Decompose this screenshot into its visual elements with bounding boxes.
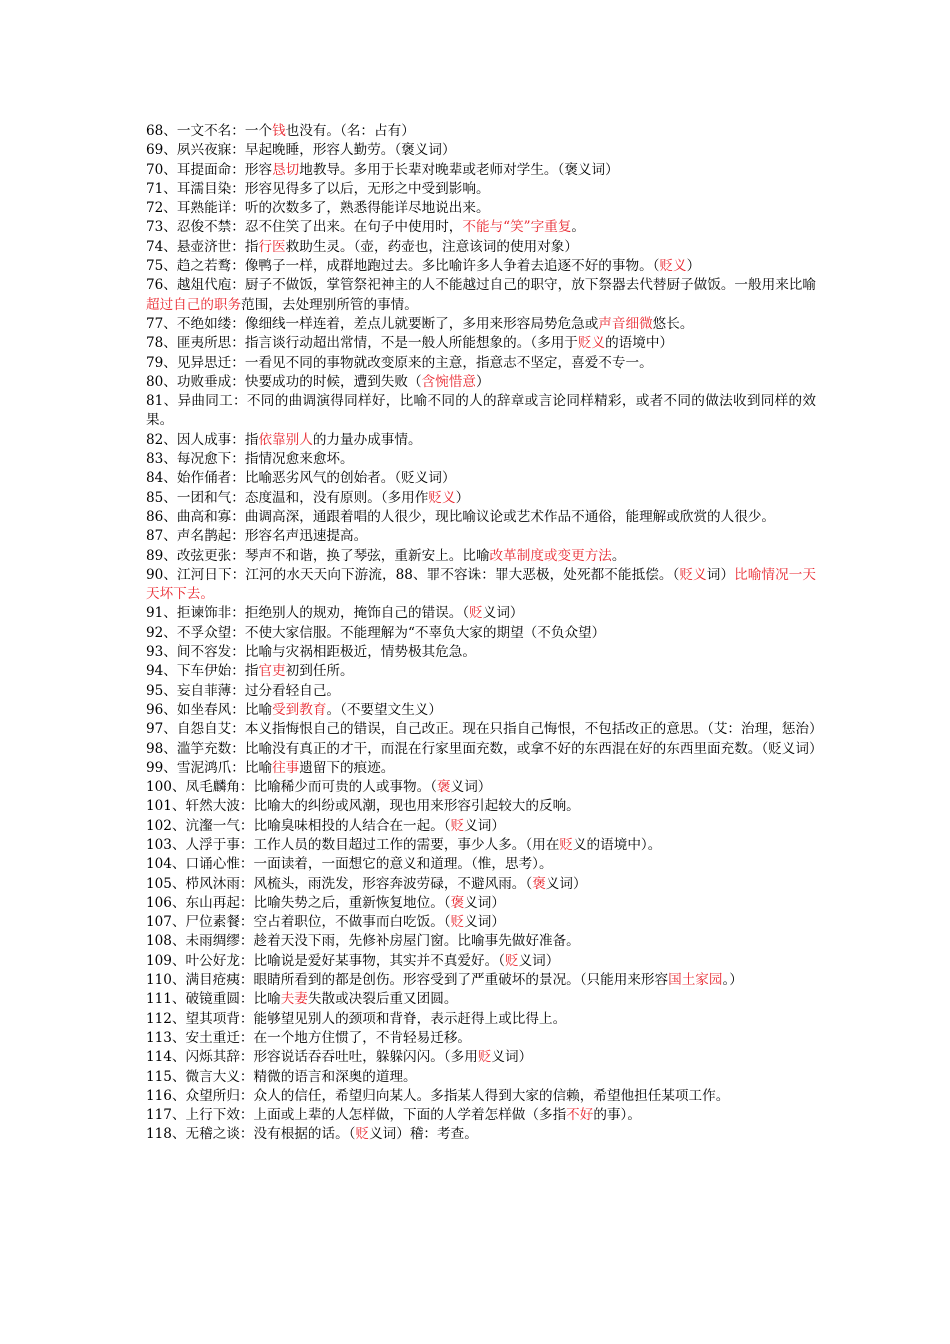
- entry-text: 104、口诵心惟：一面读着，一面想它的意义和道理。（惟，思考）。: [146, 856, 553, 873]
- entry-text: 义词）: [464, 817, 505, 834]
- entry-text: 义词）: [482, 605, 524, 622]
- idiom-entry: [146, 450, 816, 469]
- highlighted-text: 贬: [469, 605, 483, 622]
- entry-text: 79、见异思迁：一看见不同的事物就改变原来的主意，指意志不坚定，喜爱不专一。: [146, 354, 653, 371]
- idiom-entry: [146, 817, 816, 836]
- entry-text: 初到任所。: [285, 663, 354, 680]
- idiom-entry: [146, 489, 816, 508]
- entry-text: 89、改弦更张：琴声不和谐，换了琴弦，重新安上。比喻: [146, 547, 490, 564]
- entry-text: 义的语境中）。: [572, 836, 662, 853]
- entry-text: ）: [686, 258, 701, 275]
- entry-text: 100、凤毛麟角：比喻稀少而可贵的人或事物。（: [146, 779, 438, 796]
- entry-text: 77、不绝如缕：像细线一样连着，差点儿就要断了，多用来形容局势危急或: [146, 315, 599, 332]
- highlighted-text: 贬: [505, 952, 519, 969]
- idiom-entry: [146, 431, 816, 450]
- entry-text: 76、越俎代庖：厨子不做饭，掌管祭祀神主的人不能越过自己的职守，放下祭器去代替厨子做饭。一般用来比喻: [146, 277, 816, 294]
- highlighted-text: 贬: [559, 836, 573, 853]
- highlighted-text: 含惋惜意: [421, 373, 476, 390]
- highlighted-text: 贬义: [428, 489, 456, 506]
- highlighted-text: 褒: [450, 894, 465, 911]
- highlighted-text: 官吏: [258, 663, 286, 680]
- idiom-entry: [146, 720, 823, 739]
- highlighted-text: 褒: [437, 779, 451, 796]
- entry-text: ）: [455, 489, 470, 506]
- entry-text: 失散或决裂后重又团圆。: [307, 991, 458, 1008]
- idiom-entry: [146, 662, 816, 681]
- highlighted-text: 贬: [477, 1049, 492, 1066]
- idiom-entry: [146, 508, 816, 527]
- entry-text: 义词）: [545, 875, 587, 892]
- entry-text: 116、众望所归：众人的信任，希望归向某人。多指某人得到大家的信赖，希望他担任某项工作。: [146, 1087, 730, 1104]
- highlighted-text: 贬: [450, 817, 465, 834]
- entry-text: 91、拒谏饰非：拒绝别人的规劝，掩饰自己的错误。（: [146, 605, 470, 622]
- entry-text: 悠长。: [652, 315, 694, 332]
- entry-text: 117、上行下效：上面或上辈的人怎样做，下面的人学着怎样做（多指: [146, 1107, 567, 1124]
- highlighted-text: 贬义: [659, 258, 687, 275]
- entry-text: 70、耳提面命：形容: [146, 161, 273, 178]
- idiom-entry: [146, 276, 816, 315]
- idiom-entry: [146, 990, 816, 1009]
- idiom-entry: [146, 1106, 816, 1125]
- idiom-entry: [146, 199, 816, 218]
- entry-text: 109、叶公好龙：比喻说是爱好某事物，其实并不真爱好。（: [146, 952, 505, 969]
- entry-text: 98、滥竽充数：比喻没有真正的才干，而混在行家里面充数，或拿不好的东西混在好的东西里面充数。（贬义词）: [146, 740, 823, 757]
- idiom-entry: [146, 218, 816, 237]
- idiom-entry: [146, 913, 816, 932]
- highlighted-text: 不能与“笑”字重复: [462, 219, 572, 236]
- idiom-entry: [146, 566, 816, 605]
- highlighted-text: 国土家园: [668, 972, 723, 989]
- entry-text: 义词）: [518, 952, 560, 969]
- idiom-entry: [146, 1068, 816, 1087]
- highlighted-text: 行医: [258, 238, 286, 255]
- idiom-entry: [146, 855, 816, 874]
- entry-text: 也没有。（名：占有）: [285, 123, 415, 139]
- entry-text: 105、栉风沐雨：风梳头，雨洗发，形容奔波劳碌，不避风雨。（: [146, 875, 533, 892]
- highlighted-text: 受到教育: [272, 701, 327, 718]
- idiom-entry: [146, 257, 816, 276]
- entry-text: 。: [571, 219, 586, 236]
- entry-text: 范围，去处理别所管的事情。: [241, 296, 418, 313]
- entry-text: 遗留下的痕迹。: [299, 759, 395, 776]
- idiom-entry: [146, 759, 816, 778]
- entry-text: 78、匪夷所思：指言谈行动超出常情，不是一般人所能想象的。（多用于: [146, 335, 578, 352]
- entry-text: 114、闪烁其辞：形容说话吞吞吐吐，躲躲闪闪。（多用: [146, 1049, 478, 1066]
- entry-text: 75、趋之若鹜：像鸭子一样，成群地跑过去。多比喻许多人争着去追逐不好的事物。（: [146, 258, 660, 275]
- entry-text: 74、悬壶济世：指: [146, 238, 259, 255]
- entry-text: 97、自怨自艾：本义指悔恨自己的错误，自己改正。现在只指自己悔恨，不包括改正的意思。（艾：治理，惩治）: [146, 721, 823, 738]
- highlighted-text: 贬: [450, 914, 465, 931]
- idiom-entry: [146, 624, 816, 643]
- idiom-entry: [146, 604, 816, 623]
- entry-text: 82、因人成事：指: [146, 431, 259, 448]
- entry-text: 92、不孚众望：不使大家信服。不能理解为“不辜负大家的期望（不负众望）: [146, 624, 606, 641]
- entry-text: 94、下车伊始：指: [146, 663, 259, 680]
- entry-text: 118、无稽之谈：没有根据的话。（: [146, 1126, 356, 1143]
- highlighted-text: 钱: [272, 123, 286, 139]
- entry-text: 73、忍俊不禁：忍不住笑了出来。在句子中使用时，: [146, 219, 463, 236]
- idiom-entry: [146, 894, 816, 913]
- entry-text: 111、破镜重圆：比喻: [146, 991, 281, 1008]
- highlighted-text: 褒: [532, 875, 546, 892]
- document-body: [146, 122, 823, 1145]
- entry-text: 。）: [722, 972, 743, 989]
- idiom-entry: [146, 643, 816, 662]
- idiom-entry: [146, 392, 816, 431]
- idiom-entry: [146, 1029, 816, 1048]
- idiom-entry: [146, 797, 816, 816]
- entry-text: 的力量办成事情。: [312, 431, 422, 448]
- idiom-entry: [146, 1125, 816, 1144]
- idiom-entry: [146, 682, 816, 701]
- entry-text: 110、满目疮痍：眼睛所看到的都是创伤。形容受到了严重破坏的景况。（只能用来形容: [146, 972, 669, 989]
- entry-text: 86、曲高和寡：曲调高深，通跟着唱的人很少，现比喻议论或艺术作品不通俗，能理解或欣赏的人很少。: [146, 508, 776, 525]
- idiom-entry: [146, 469, 816, 488]
- entry-text: 80、功败垂成：快要成功的时候，遭到失败（: [146, 373, 422, 390]
- entry-text: 救助生灵。（壶，药壶也，注意该词的使用对象）: [285, 238, 578, 255]
- entry-text: 71、耳濡目染：形容见得多了以后，无形之中受到影响。: [146, 180, 490, 197]
- highlighted-text: 贬义: [679, 566, 707, 583]
- entry-text: 义词）: [450, 779, 492, 796]
- idiom-entry: [146, 1087, 816, 1106]
- highlighted-text: 超过自己的职务: [146, 296, 242, 313]
- highlighted-text: 比喻情况一天天坏下去。: [146, 566, 817, 603]
- entry-text: 102、沆瀣一气：比喻臭味相投的人结合在一起。（: [146, 817, 451, 834]
- entry-text: ）: [475, 373, 490, 390]
- entry-text: 115、微言大义：精微的语言和深奥的道理。: [146, 1068, 417, 1085]
- entry-text: 85、一团和气：态度温和，没有原则。（多用作: [146, 489, 429, 506]
- idiom-entry: [146, 1010, 816, 1029]
- entry-text: 。（不要望文生义）: [326, 701, 442, 718]
- idiom-entry: [146, 527, 816, 546]
- idiom-entry: [146, 373, 816, 392]
- idiom-entry: [146, 122, 816, 141]
- idiom-entry: [146, 971, 816, 990]
- idiom-entry: [146, 141, 816, 160]
- entry-text: 81、异曲同工：不同的曲调演得同样好，比喻不同的人的辞章或言论同样精彩，或者不同的做法收到同样的效果。: [146, 393, 816, 429]
- highlighted-text: 依靠别人: [258, 431, 313, 448]
- entry-text: 。: [611, 547, 626, 564]
- entry-text: 99、雪泥鸿爪：比喻: [146, 759, 273, 776]
- entry-text: 93、间不容发：比喻与灾祸相距极近，情势极其危急。: [146, 644, 476, 661]
- entry-text: 112、望其项背：能够望见别人的颈项和背脊，表示赶得上或比得上。: [146, 1010, 567, 1027]
- idiom-entry: [146, 778, 816, 797]
- entry-text: 84、始作俑者：比喻恶劣风气的创始者。（贬义词）: [146, 470, 456, 487]
- idiom-entry: [146, 315, 816, 334]
- entry-text: 义词）: [464, 914, 505, 931]
- entry-text: 的语境中）: [605, 335, 674, 352]
- entry-text: 95、妄自菲薄：过分看轻自己。: [146, 682, 341, 699]
- entry-text: 90、江河日下：江河的水天天向下游流，88、罪不容诛：罪大恶极，处死都不能抵偿。（: [146, 566, 680, 583]
- entry-text: 87、声名鹊起：形容名声迅速提高。: [146, 528, 368, 545]
- highlighted-text: 改革制度或变更方法: [489, 547, 612, 564]
- highlighted-text: 夫妻: [280, 991, 308, 1008]
- highlighted-text: 往事: [272, 759, 300, 776]
- idiom-entry: [146, 952, 816, 971]
- idiom-entry: [146, 701, 816, 720]
- idiom-entry: [146, 180, 816, 199]
- idiom-entry: [146, 740, 823, 759]
- entry-text: 地教导。多用于长辈对晚辈或老师对学生。（褒义词）: [299, 161, 619, 178]
- idiom-entry: [146, 161, 816, 180]
- highlighted-text: 贬: [355, 1126, 370, 1143]
- idiom-entry: [146, 932, 816, 951]
- idiom-entry: [146, 547, 816, 566]
- entry-text: 义词）稽：考查。: [369, 1126, 478, 1143]
- entry-text: 101、轩然大波：比喻大的纠纷或风潮，现也用来形容引起较大的反响。: [146, 798, 580, 815]
- entry-text: 72、耳熟能详：听的次数多了，熟悉得能详尽地说出来。: [146, 200, 490, 217]
- entry-text: 106、东山再起：比喻失势之后，重新恢复地位。（: [146, 894, 451, 911]
- entry-text: 义词）: [491, 1049, 533, 1066]
- entry-text: 113、安土重迁：在一个地方住惯了，不肯轻易迁移。: [146, 1029, 472, 1046]
- highlighted-text: 不好: [566, 1107, 594, 1124]
- entry-text: 108、未雨绸缪：趁着天没下雨，先修补房屋门窗。比喻事先做好准备。: [146, 933, 580, 950]
- entry-text: 词）: [706, 566, 735, 583]
- idiom-entry: [146, 354, 816, 373]
- entry-text: 96、如坐春风：比喻: [146, 701, 273, 718]
- idiom-entry: [146, 238, 816, 257]
- entry-text: 的事）。: [593, 1107, 641, 1124]
- idiom-entry: [146, 836, 816, 855]
- idiom-entry: [146, 334, 816, 353]
- entry-text: 69、夙兴夜寐：早起晚睡，形容人勤劳。（褒义词）: [146, 142, 456, 159]
- entry-text: 68、一文不名：一个: [146, 123, 273, 139]
- entry-text: 83、每况愈下：指情况愈来愈坏。: [146, 451, 354, 468]
- highlighted-text: 声音细微: [598, 315, 653, 332]
- highlighted-text: 恳切: [272, 161, 300, 178]
- entry-text: 义词）: [464, 894, 505, 911]
- idiom-entry: [146, 875, 816, 894]
- idiom-entry: [146, 1048, 816, 1067]
- entry-text: 107、尸位素餐：空占着职位，不做事而白吃饭。（: [146, 914, 451, 931]
- highlighted-text: 贬义: [577, 335, 606, 352]
- entry-text: 103、人浮于事：工作人员的数目超过工作的需要，事少人多。（用在: [146, 836, 560, 853]
